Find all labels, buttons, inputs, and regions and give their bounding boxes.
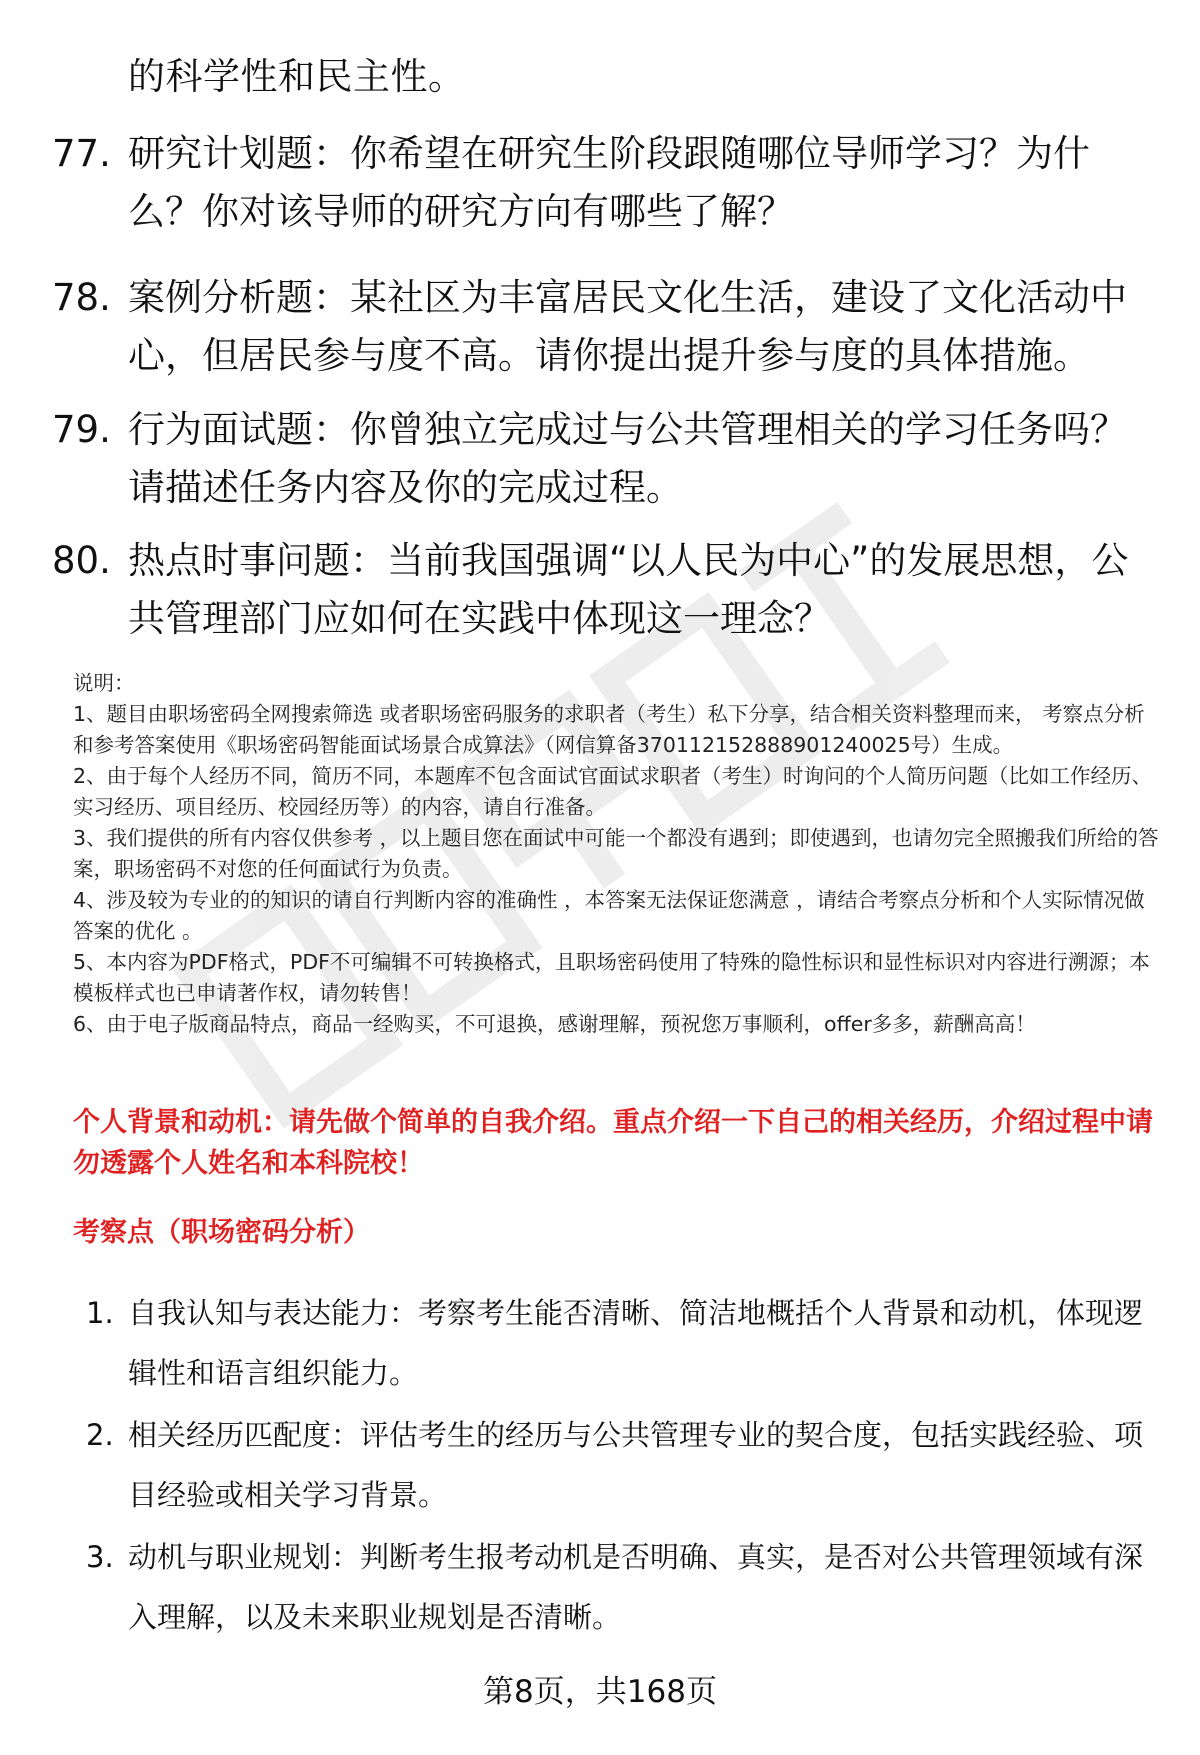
notes-title: 说明：	[73, 671, 135, 695]
question-number: 77.	[52, 132, 111, 175]
note-item: 1、题目由职场密码全网搜索筛选 或者职场密码服务的求职者（考生）私下分享，结合相关资料整理而来， 考察点分析和参考答案使用《职场密码智能面试场景合成算法》（网信算备370112152888901240025号）生成。	[73, 702, 1145, 757]
list-item: 相关经历匹配度：评估考生的经历与公共管理专业的契合度，包括实践经验、项目经验或相关学习背景。	[128, 1418, 1144, 1512]
note-item: 3、我们提供的所有内容仅供参考 ，以上题目您在面试中可能一个都没有遇到；即使遇到，也请勿完全照搬我们所给的答案，职场密码不对您的任何面试行为负责。	[73, 826, 1159, 881]
question-number: 78.	[52, 276, 111, 319]
page-footer: 第8页，共168页	[483, 1674, 717, 1710]
list-number: 2.	[86, 1418, 114, 1452]
note-item: 2、由于每个人经历不同，简历不同，本题库不包含面试官面试求职者（考生）时询问的个人简历问题（比如工作经历、实习经历、项目经历、校园经历等）的内容，请自行准备。	[73, 764, 1153, 819]
question-text: 热点时事问题：当前我国强调“以人民为中心”的发展思想，公共管理部门应如何在实践中体现这一理念？	[128, 539, 1129, 640]
question-text: 行为面试题：你曾独立完成过与公共管理相关的学习任务吗？请描述任务内容及你的完成过程。	[128, 408, 1127, 509]
question-number: 79.	[52, 408, 111, 451]
disclaimer-notes	[73, 668, 1163, 1040]
section-question: 个人背景和动机：请先做个简单的自我介绍。重点介绍一下自己的相关经历，介绍过程中请勿透露个人姓名和本科院校！	[73, 1107, 1153, 1179]
question-text: 案例分析题：某社区为丰富居民文化生活，建设了文化活动中心，但居民参与度不高。请你提出提升参与度的具体措施。	[128, 276, 1127, 377]
section-heading: 考察点（职场密码分析）	[73, 1217, 370, 1248]
intro-tail: 的科学性和民主性。	[128, 55, 466, 98]
list-number: 1.	[86, 1296, 114, 1330]
note-item: 4、涉及较为专业的的知识的请自行判断内容的准确性 ，本答案无法保证您满意 ，请结合考察点分析和个人实际情况做答案的优化 。	[73, 888, 1145, 943]
list-number: 3.	[86, 1540, 114, 1574]
question-text: 研究计划题：你希望在研究生阶段跟随哪位导师学习？为什么？你对该导师的研究方向有哪些了解？	[128, 132, 1090, 233]
question-number: 80.	[52, 539, 111, 582]
list-item: 自我认知与表达能力：考察考生能否清晰、简洁地概括个人背景和动机，体现逻辑性和语言组织能力。	[128, 1296, 1144, 1390]
list-item: 动机与职业规划：判断考生报考动机是否明确、真实，是否对公共管理领域有深入理解，以及未来职业规划是否清晰。	[128, 1540, 1144, 1634]
note-item: 5、本内容为PDF格式，PDF不可编辑不可转换格式，且职场密码使用了特殊的隐性标识和显性标识对内容进行溯源；本模板样式也已申请著作权，请勿转售！	[73, 950, 1150, 1005]
note-item: 6、由于电子版商品特点，商品一经购买，不可退换，感谢理解，预祝您万事顺利，offer多多，薪酬高高！	[73, 1012, 1036, 1036]
